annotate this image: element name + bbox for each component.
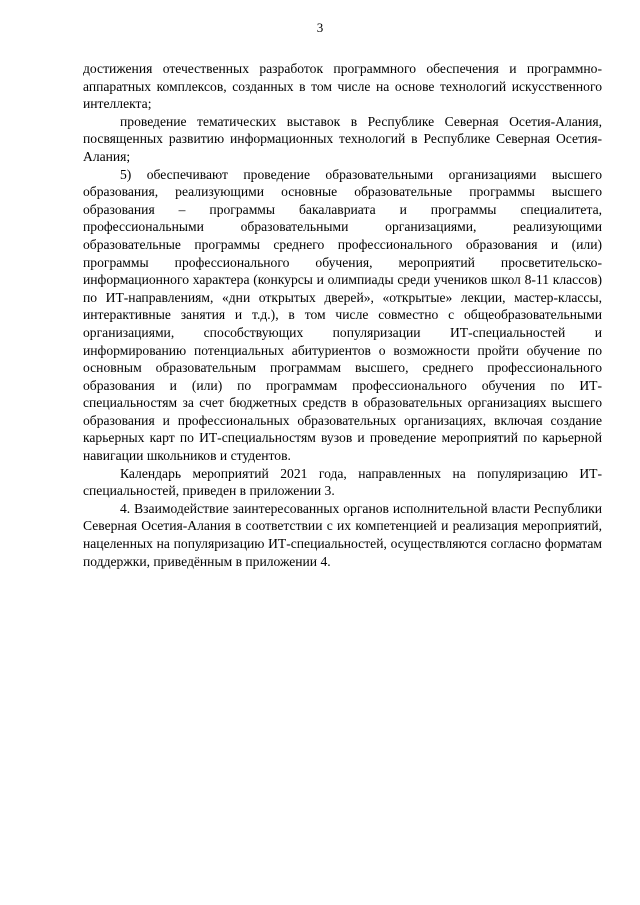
paragraph-thematic-exhibitions: проведение тематических выставок в Республике Северная Осетия-Алания, посвященных развитию информационных технологий в Республике Северная Осетия-Алания; — [83, 113, 602, 164]
paragraph-item-4-interaction: 4. Взаимодействие заинтересованных органов исполнительной власти Республики Северная Осетия-Алания в соответствии с их компетенцией и реализация мероприятий, нацеленных на популяризацию ИТ-специальностей, осуществляются согласно форматам поддержки, приведённым в приложении 4. — [83, 500, 602, 569]
paragraph-item-5-events: 5) обеспечивают проведение образовательными организациями высшего образования, реализующими основные образовательные программы высшего образования – программы бакалавриата и программы специалитета, профессиональными образовательными организациями, реализующими образовательные программы среднего профессионального образования и (или) программы профессионального обучения, мероприятий просветительско-информационного характера (конкурсы и олимпиады среди учеников школ 8-11 классов) по ИТ-направлениям, «дни открытых дверей», «открытые» лекции, мастер-классы, интерактивные занятия и т.д.), в том числе совместно с общеобразовательными организациями, способствующих популяризации ИТ-специальностей и информированию потенциальных абитуриентов о возможности пройти обучение по основным образовательным программам высшего, среднего профессионального образования и (или) по программам профессионального обучения по ИТ-специальностям за счет бюджетных средств в образовательных организациях высшего образования и профессиональных образовательных организациях, включая создание карьерных карт по ИТ-специальностям вузов и проведение мероприятий по карьерной навигации школьников и студентов. — [83, 166, 602, 464]
page-number: 3 — [316, 20, 324, 35]
paragraph-calendar-2021: Календарь мероприятий 2021 года, направленных на популяризацию ИТ-специальностей, приведен в приложении 3. — [83, 465, 602, 499]
paragraph-domestic-developments: достижения отечественных разработок программного обеспечения и программно-аппаратных комплексов, созданных в том числе на основе технологий искусственного интеллекта; — [83, 61, 602, 112]
document-body — [83, 60, 602, 570]
